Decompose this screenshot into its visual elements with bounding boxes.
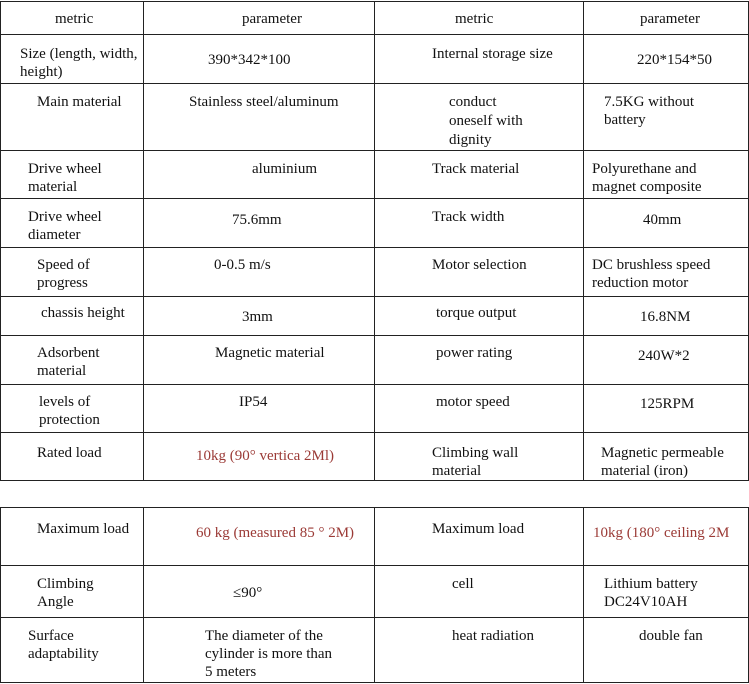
metric-track-width: Track width (375, 199, 584, 248)
value-drive-wheel-diameter: 75.6mm (144, 199, 375, 248)
metric-drive-wheel-material: Drive wheel material (1, 151, 144, 199)
value-power-rating: 240W*2 (584, 336, 749, 385)
value-torque-output: 16.8NM (584, 297, 749, 336)
value-climbing-wall-material: Magnetic permeable material (iron) (584, 433, 749, 481)
metric-rated-load: Rated load (1, 433, 144, 481)
value-chassis-height: 3mm (144, 297, 375, 336)
value-surface-adaptability: The diameter of the cylinder is more than 5 meters (144, 618, 375, 683)
value-internal-storage: 220*154*50 (584, 35, 749, 84)
metric-drive-wheel-diameter: Drive wheel diameter (1, 199, 144, 248)
value-speed: 0-0.5 m/s (144, 248, 375, 297)
header-metric-2: metric (375, 2, 584, 35)
header-parameter-1: parameter (144, 2, 375, 35)
metric-motor-selection: Motor selection (375, 248, 584, 297)
metric-surface-adaptability: Surface adaptability (1, 618, 144, 683)
metric-protection-level: levels of protection (1, 385, 144, 433)
value-main-material: Stainless steel/aluminum (144, 84, 375, 151)
metric-size: Size (length, width, height) (1, 35, 144, 84)
value-heat-radiation: double fan (584, 618, 749, 683)
metric-motor-speed: motor speed (375, 385, 584, 433)
metric-climbing-angle: Climbing Angle (1, 566, 144, 618)
metric-speed: Speed of progress (1, 248, 144, 297)
value-drive-wheel-material: aluminium (144, 151, 375, 199)
value-motor-selection: DC brushless speed reduction motor (584, 248, 749, 297)
metric-adsorbent-material: Adsorbent material (1, 336, 144, 385)
value-adsorbent-material: Magnetic material (144, 336, 375, 385)
metric-heat-radiation: heat radiation (375, 618, 584, 683)
metric-climbing-wall-material: Climbing wall material (375, 433, 584, 481)
value-track-material: Polyurethane and magnet composite (584, 151, 749, 199)
metric-maximum-load-1: Maximum load (1, 508, 144, 566)
value-maximum-load-2: 10kg (180° ceiling 2M (584, 508, 749, 566)
metric-weight: conduct oneself with dignity (375, 84, 584, 151)
metric-torque-output: torque output (375, 297, 584, 336)
header-parameter-2: parameter (584, 2, 749, 35)
value-cell: Lithium battery DC24V10AH (584, 566, 749, 618)
spec-table-secondary (0, 507, 749, 683)
value-protection-level: IP54 (144, 385, 375, 433)
value-track-width: 40mm (584, 199, 749, 248)
metric-internal-storage: Internal storage size (375, 35, 584, 84)
value-size: 390*342*100 (144, 35, 375, 84)
value-weight: 7.5KG without battery (584, 84, 749, 151)
metric-cell: cell (375, 566, 584, 618)
metric-chassis-height: chassis height (1, 297, 144, 336)
metric-maximum-load-2: Maximum load (375, 508, 584, 566)
value-maximum-load-1: 60 kg (measured 85 ° 2M) (144, 508, 375, 566)
header-metric-1: metric (1, 2, 144, 35)
metric-power-rating: power rating (375, 336, 584, 385)
spec-table-main (0, 1, 749, 481)
value-climbing-angle: ≤90° (144, 566, 375, 618)
value-motor-speed: 125RPM (584, 385, 749, 433)
metric-main-material: Main material (1, 84, 144, 151)
value-rated-load: 10kg (90° vertica 2Ml) (144, 433, 375, 481)
metric-track-material: Track material (375, 151, 584, 199)
